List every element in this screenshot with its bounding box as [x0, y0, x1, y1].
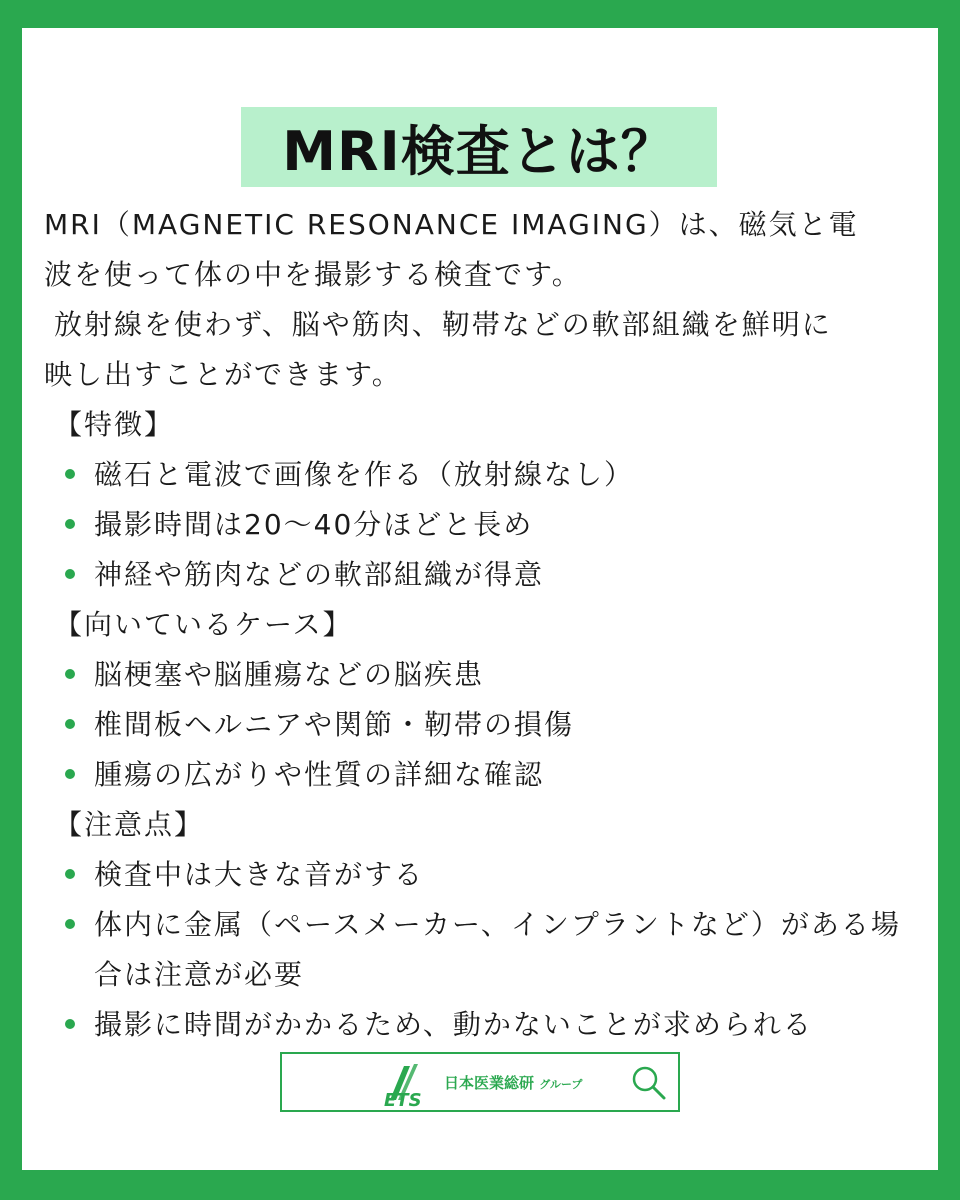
- search-icon[interactable]: [630, 1064, 668, 1102]
- list-item: 腫瘍の広がりや性質の詳細な確認: [44, 750, 904, 800]
- section-heading-suitable-cases: 【向いているケース】: [54, 608, 353, 641]
- group-label: グループ: [539, 1078, 583, 1091]
- content-card: [22, 28, 938, 1170]
- intro-line: 放射線を使わず、脳や筋肉、靭帯などの軟部組織を鮮明に: [54, 308, 832, 341]
- logo-letters: ETS: [384, 1090, 422, 1108]
- intro-line: 波を使って体の中を撮影する検査です。: [44, 258, 582, 291]
- list-item: 撮影に時間がかかるため、動かないことが求められる: [44, 1000, 904, 1050]
- features-list: [44, 450, 904, 600]
- list-item: 検査中は大きな音がする: [44, 850, 904, 900]
- brand-search-bar[interactable]: [280, 1052, 680, 1112]
- company-label: 日本医業総研: [444, 1074, 535, 1092]
- section-heading-cautions: 【注意点】: [54, 808, 205, 841]
- suitable-cases-list: [44, 650, 904, 800]
- section-heading-features: 【特徴】: [54, 408, 175, 441]
- cautions-list: [44, 850, 904, 1050]
- company-name: [444, 1072, 582, 1093]
- page-title: MRI検査とは？: [282, 119, 676, 183]
- intro-line: 映し出すことができます。: [44, 358, 402, 391]
- list-item: 椎間板ヘルニアや関節・靭帯の損傷: [44, 700, 904, 750]
- list-item: 磁石と電波で画像を作る（放射線なし）: [44, 450, 904, 500]
- list-item: 神経や筋肉などの軟部組織が得意: [44, 550, 904, 600]
- list-item: 脳梗塞や脳腫瘍などの脳疾患: [44, 650, 904, 700]
- article-body: [44, 200, 904, 1050]
- list-item: 体内に金属（ペースメーカー、インプラントなど）がある場合は注意が必要: [44, 900, 904, 1000]
- intro-line: MRI（MAGNETIC RESONANCE IMAGING）は、磁気と電: [44, 208, 859, 241]
- title-banner: [241, 107, 717, 187]
- ets-logo-icon: [376, 1060, 428, 1108]
- list-item: 撮影時間は20〜40分ほどと長め: [44, 500, 904, 550]
